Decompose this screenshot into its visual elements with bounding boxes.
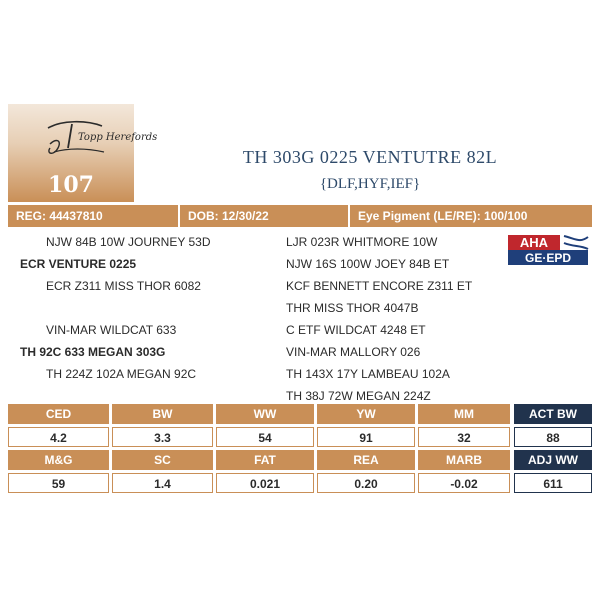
- epd-header: SC: [112, 450, 213, 470]
- epd-value: 54: [216, 427, 314, 447]
- epd-header: BW: [112, 404, 213, 424]
- epd-value: 91: [317, 427, 415, 447]
- epd-value: 0.021: [216, 473, 314, 493]
- pedigree-right-line: NJW 16S 100W JOEY 84B ET: [286, 257, 450, 271]
- epd-value: 32: [418, 427, 510, 447]
- lot-number: 107: [48, 172, 94, 198]
- pedigree-dam: TH 92C 633 MEGAN 303G: [20, 345, 166, 359]
- epd-header: REA: [317, 450, 415, 470]
- epd-header: FAT: [216, 450, 314, 470]
- adj-ww-label: ADJ WW: [514, 450, 592, 470]
- animal-designations: {DLF,HYF,IEF}: [319, 176, 421, 192]
- registration-number: REG: 44437810: [16, 209, 103, 223]
- aha-logo-top: AHA: [519, 235, 549, 250]
- date-of-birth: DOB: 12/30/22: [178, 205, 348, 227]
- pedigree-dam-sire: VIN-MAR WILDCAT 633: [46, 323, 177, 337]
- epd-header: MARB: [418, 450, 510, 470]
- epd-value: 59: [8, 473, 109, 493]
- pedigree-right-line: VIN-MAR MALLORY 026: [286, 345, 421, 359]
- logo-text-topp: Topp Herefords: [78, 132, 158, 143]
- pedigree-sire: ECR VENTURE 0225: [20, 257, 137, 271]
- pedigree-right-line: THR MISS THOR 4047B: [286, 301, 419, 315]
- info-bar: [8, 205, 592, 227]
- aha-ge-epd-logo: [506, 233, 590, 267]
- epd-header: CED: [8, 404, 109, 424]
- epd-value-row: [8, 473, 592, 493]
- epd-value: 0.20: [317, 473, 415, 493]
- epd-value: 4.2: [8, 427, 109, 447]
- eye-pigment: Eye Pigment (LE/RE): 100/100: [348, 205, 592, 227]
- adj-ww-value: 611: [514, 473, 592, 493]
- act-bw-value: 88: [514, 427, 592, 447]
- epd-header: M&G: [8, 450, 109, 470]
- epd-header-row: [8, 450, 592, 470]
- topp-herefords-logo: [42, 118, 158, 164]
- act-bw-label: ACT BW: [514, 404, 592, 424]
- aha-logo-bottom: GE·EPD: [524, 251, 572, 265]
- pedigree-sire-dam: ECR Z311 MISS THOR 6082: [46, 279, 201, 293]
- epd-value-row: [8, 427, 592, 447]
- pedigree-sire-sire: NJW 84B 10W JOURNEY 53D: [46, 235, 211, 249]
- epd-value: -0.02: [418, 473, 510, 493]
- pedigree-right-line: TH 38J 72W MEGAN 224Z: [286, 389, 431, 403]
- epd-value: 3.3: [112, 427, 213, 447]
- animal-name: TH 303G 0225 VENTUTRE 82L: [242, 147, 498, 167]
- pedigree-right-line: TH 143X 17Y LAMBEAU 102A: [286, 367, 450, 381]
- epd-header: WW: [216, 404, 314, 424]
- pedigree-right-line: KCF BENNETT ENCORE Z311 ET: [286, 279, 473, 293]
- epd-value: 1.4: [112, 473, 213, 493]
- pedigree-right-line: LJR 023R WHITMORE 10W: [286, 235, 438, 249]
- pedigree-right-line: C ETF WILDCAT 4248 ET: [286, 323, 426, 337]
- epd-header-row: [8, 404, 592, 424]
- logo-panel: [8, 104, 158, 202]
- epd-header: YW: [317, 404, 415, 424]
- epd-header: MM: [418, 404, 510, 424]
- pedigree-dam-dam: TH 224Z 102A MEGAN 92C: [46, 367, 197, 381]
